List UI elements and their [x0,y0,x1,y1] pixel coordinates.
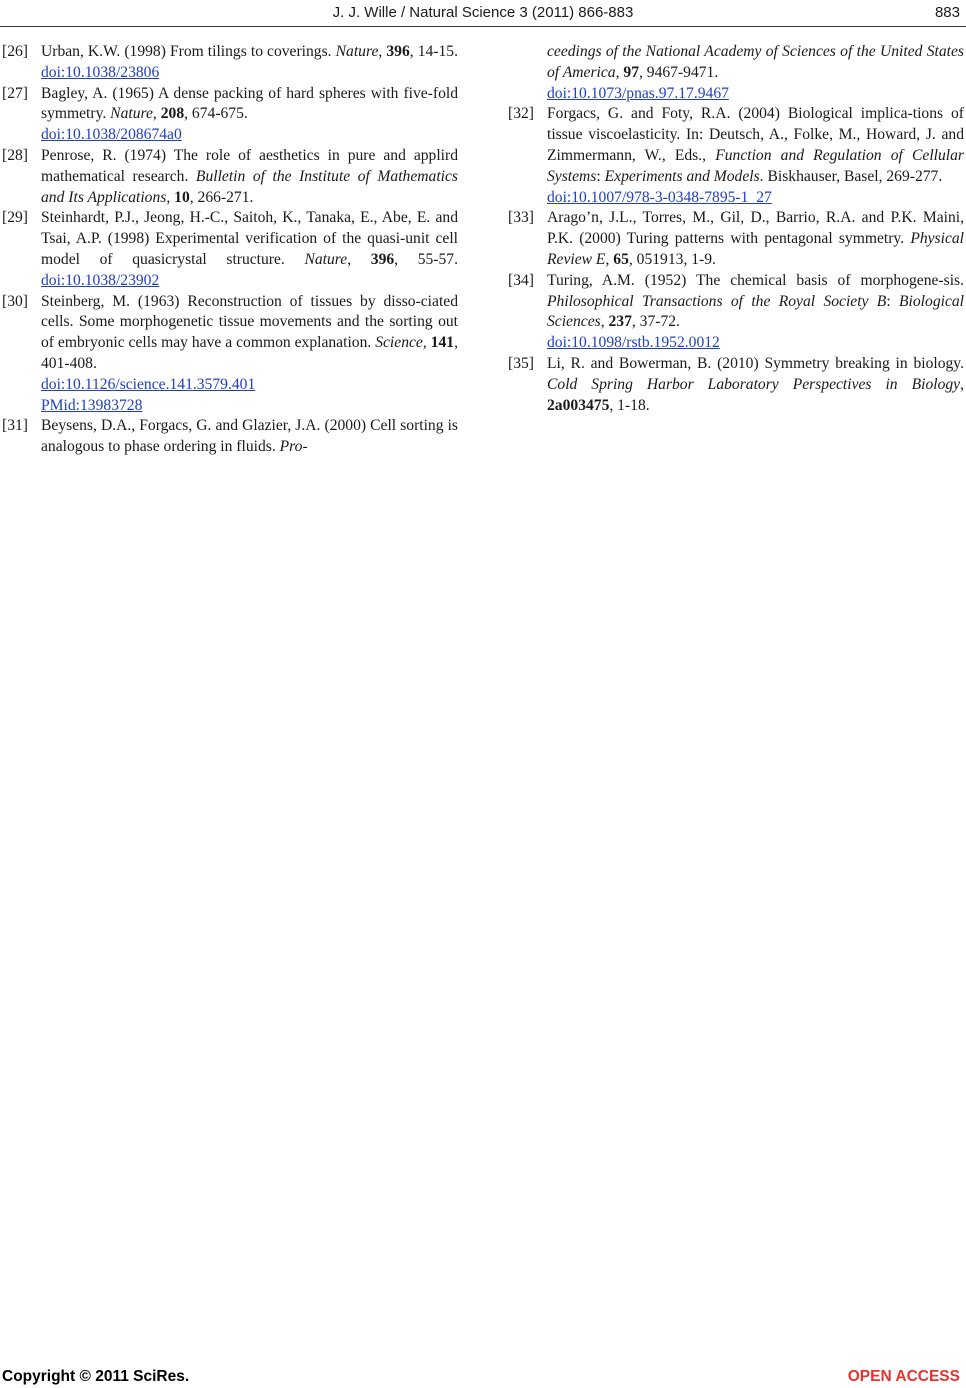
page-footer [0,1366,966,1388]
reference-number: [32] [508,105,534,123]
reference-number: [35] [508,354,534,372]
volume: 237 [608,313,632,331]
reference-number: [34] [508,271,534,289]
journal-name: Nature [304,250,348,268]
reference-number: [26] [2,43,28,60]
doi-link[interactable]: doi:10.1007/978-3-0348-7895-1_27 [547,188,772,206]
reference-28: [28] Penrose, R. (1974) The role of aesthetics in pure and applird mathematical research. Bulletin of the Institute of Mathematics and Its Applications, 10, 266-271. [2,146,458,206]
volume: 396 [386,43,410,60]
journal-subtitle: Experiments and Models [604,167,760,185]
doi-link[interactable]: doi:10.1038/208674a0 [41,126,182,144]
volume: 10 [174,188,190,206]
reference-30: [30] Steinberg, M. (1963) Reconstruction of tissues by disso-ciated cells. Some morphogenetic tissue movements and the sorting out of embryonic cells may have a common explanation. Science, 141, 401-408. doi:10.1126/science.141.3579.401 PMid:13983728 [2,292,458,414]
volume: 65 [613,250,629,268]
journal-name: Physical Review E [547,230,965,268]
reference-33: [33] Arago’n, J.L., Torres, M., Gil, D., Barrio, R.A. and P.K. Maini, P.K. (2000) Turing patterns with pentagonal symmetry. Physical Review E, 65, 051913, 1-9. [508,209,965,268]
volume: 2a003475 [547,396,610,414]
page-number: 883 [934,4,960,21]
journal-name: Pro- [279,438,308,456]
reference-number: [33] [508,209,534,227]
doi-link[interactable]: doi:10.1126/science.141.3579.401 [41,375,256,393]
references-right-column [508,42,964,416]
journal-name: Nature [110,105,153,123]
volume: 97 [623,63,639,81]
reference-number: [31] [2,417,28,435]
reference-27: [27] Bagley, A. (1965) A dense packing of hard spheres with five-fold symmetry. Nature, 208, 674-675. doi:10.1038/208674a0 [2,84,458,144]
reference-32: [32] Forgacs, G. and Foty, R.A. (2004) Biological implica-tions of tissue viscoelasticity. In: Deutsch, A., Folke, M., Howard, J. and Zimmermann, W., Eds., Function and Regulation of Cellular Systems: Experiments and Models. Biskhauser, Basel, 269-277. doi:10.1007/978-3-0348-7895-1_27 [508,105,964,206]
running-header [0,2,966,26]
journal-name: Bulletin of the Institute of Mathematics and Its Applications [41,167,458,206]
reference-26: [26] Urban, K.W. (1998) From tilings to coverings. Nature, 396, 14-15. doi:10.1038/23806 [2,43,458,81]
running-title: J. J. Wille / Natural Science 3 (2011) 866-883 [332,4,634,21]
reference-number: [29] [2,209,28,227]
reference-31-continued: ceedings of the National Academy of Sciences of the United States of America, 97, 9467-9471. doi:10.1073/pnas.97.17.9467 [547,43,964,102]
journal-name: Philosophical Transactions of the Royal Society B [547,292,887,310]
reference-34: [34] Turing, A.M. (1952) The chemical basis of morphogene-sis. Philosophical Transactions of the Royal Society B: Biological Sciences, 237, 37-72. doi:10.1098/rstb.1952.0012 [508,271,964,352]
volume: 141 [430,334,455,352]
reference-29: [29] Steinhardt, P.J., Jeong, H.-C., Saitoh, K., Tanaka, E., Abe, E. and Tsai, A.P. (1998) Experimental verification of the quasi-unit cell model of quasicrystal structure. Nature, 396, 55-57. doi:10.1038/23902 [2,209,458,289]
doi-link[interactable]: doi:10.1098/rstb.1952.0012 [547,334,720,352]
reference-number: [28] [2,146,28,164]
journal-name: Nature [335,43,379,60]
reference-31: [31] Beysens, D.A., Forgacs, G. and Glazier, J.A. (2000) Cell sorting is analogous to phase ordering in fluids. Pro- [2,417,458,456]
doi-link[interactable]: doi:10.1038/23902 [41,271,160,289]
header-rule [0,26,966,27]
references-left-column [2,42,458,458]
journal-name: Science [375,334,423,352]
journal-subtitle: Biological Sciences [547,292,964,331]
journal-name: ceedings of the National Academy of Sciences of the United States of America [547,43,964,81]
copyright-notice: Copyright © 2011 SciRes. [2,1368,190,1385]
reference-35: [35] Li, R. and Bowerman, B. (2010) Symmetry breaking in biology. Cold Spring Harbor Laboratory Perspectives in Biology, 2a003475, 1-18. [508,354,964,414]
doi-link[interactable]: doi:10.1038/23806 [41,63,160,81]
doi-link[interactable]: doi:10.1073/pnas.97.17.9467 [547,84,729,102]
open-access-label: OPEN ACCESS [847,1368,960,1385]
reference-number: [30] [2,292,28,310]
volume: 396 [370,250,395,268]
journal-name: Function and Regulation of Cellular Systems [547,146,964,185]
journal-name: Cold Spring Harbor Laboratory Perspectives in Biology [547,375,961,393]
volume: 208 [160,105,185,123]
reference-number: [27] [2,84,28,102]
pmid-link[interactable]: PMid:13983728 [41,396,143,414]
